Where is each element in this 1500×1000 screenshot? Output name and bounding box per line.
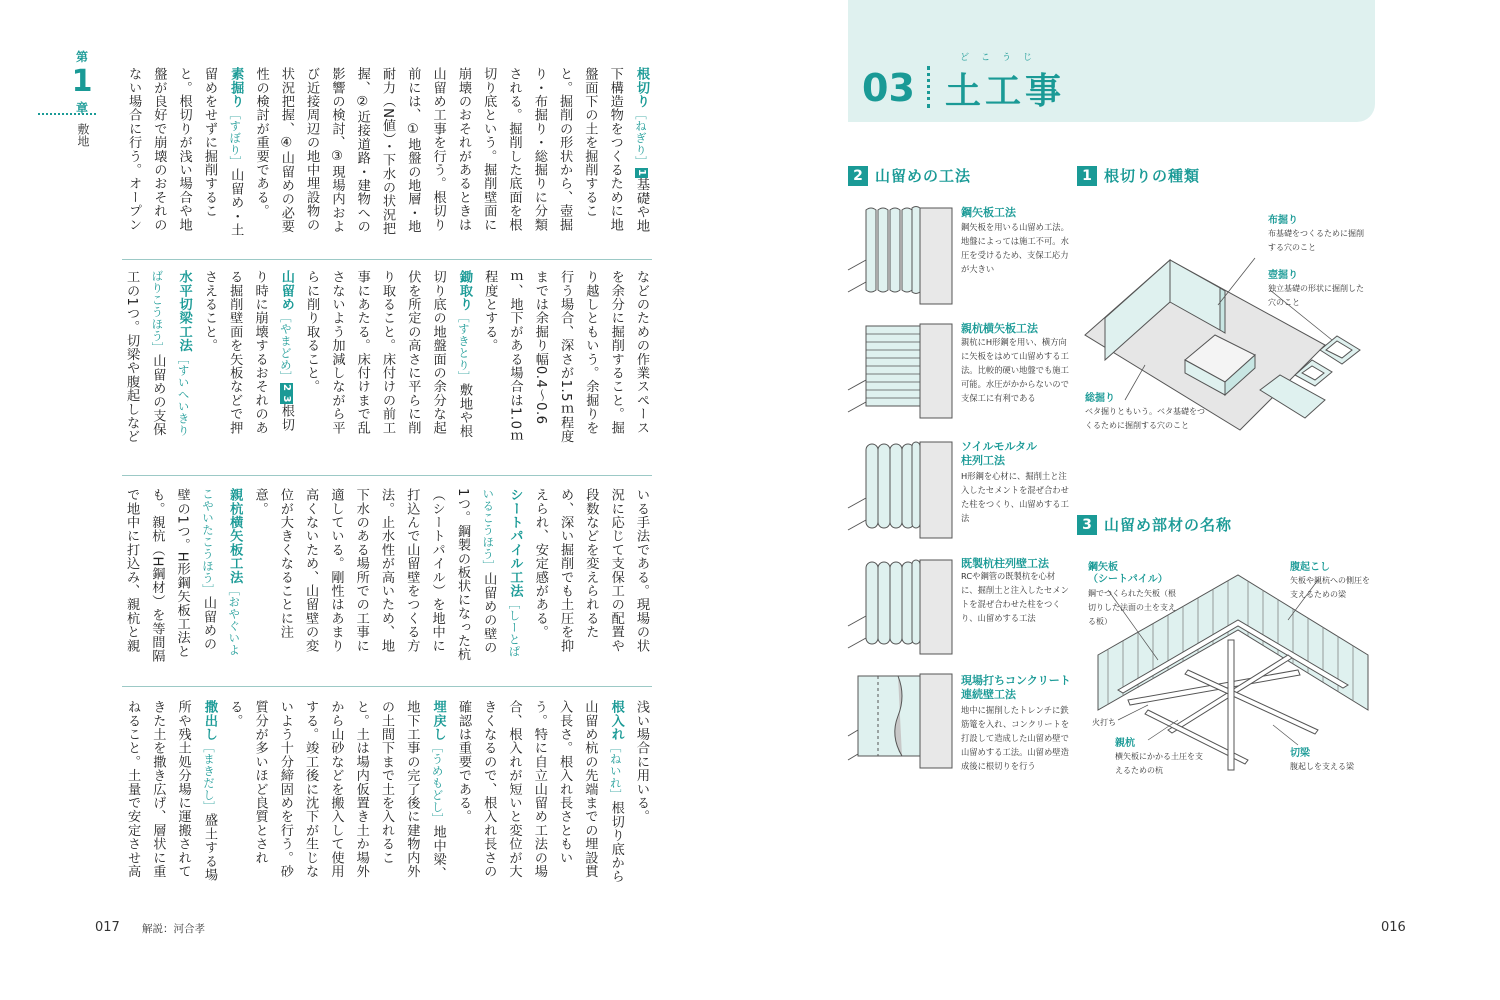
glossary-definition: 根切り時に崩壊するおそれのある掘削壁面を矢板などで押さえること。: [201, 270, 294, 435]
callout-title-corner-brace: 火打ち: [1092, 718, 1116, 727]
glossary-entry: [118, 67, 248, 242]
glossary-entry: [528, 488, 654, 663]
text-tier-3: [118, 488, 654, 663]
glossary-definition: などのための作業スペースを余分に掘削すること。掘り越しともいう。余掘りを行う場合、深さが1.5ｍ程度までは余掘り幅0.4～0.6ｍ、地下がある場合は1.0ｍ程度とする。: [482, 270, 649, 444]
glossary-definition: 浅い場合に用いる。: [634, 700, 649, 824]
glossary-entry: [451, 700, 629, 890]
text-tier-1: [118, 67, 654, 242]
glossary-reading: ［おやぐいよこやいたこうほう］: [200, 488, 242, 656]
figure-1-title: 根切りの種類: [1104, 167, 1201, 185]
chapter-divider: [38, 113, 96, 115]
glossary-term: 親杭横矢板工法: [227, 488, 243, 584]
glossary-entry: [118, 270, 197, 445]
glossary-entry: [118, 700, 222, 890]
callout-desc-wale: 矢板や親杭への側圧を支えるための梁: [1290, 576, 1370, 599]
glossary-reading: ［ねいれ］: [608, 741, 623, 802]
figure-2-title: 山留めの工法: [875, 167, 972, 185]
callout-desc-mass-excavation: ベタ掘りともいう。ベタ基礎をつくるために掘削する穴のこと: [1085, 407, 1205, 430]
soil-mortar-column-illustration: [848, 436, 958, 544]
diaphragm-wall-illustration: [848, 670, 958, 774]
callout-title-strut: 切梁: [1290, 748, 1310, 759]
figure-3-title: 山留め部材の名称: [1104, 516, 1233, 534]
glossary-term: 素掘り: [228, 67, 244, 109]
page-number-left: 017: [95, 920, 120, 935]
section-title: 土工事: [945, 71, 1066, 112]
glossary-definition: 敷地や根切り底の地盤面の余分な起伏を所定の高さに平らに削り取ること。床付けの前工事にあたる。床付けまで乱さないよう加減しながら平らに削り取ること。: [304, 270, 472, 438]
figure-reference-badge: 1: [636, 169, 647, 177]
figure-reference-badge: 2 3: [280, 384, 292, 404]
glossary-entry: [118, 488, 247, 663]
section-divider: [927, 66, 930, 108]
callout-desc-steel-sheet-pile: 鋼でつくられた矢板（根切りした法面の土を支える板）: [1088, 589, 1176, 626]
glossary-reading: ［やまどめ］: [278, 311, 293, 384]
chapter-number: 1: [71, 64, 93, 99]
callout-subtitle-steel-sheet-pile: （シートパイル）: [1088, 574, 1168, 585]
callout-desc-strut: 腹起しを支える梁: [1290, 762, 1354, 771]
author-credit: 解説：河合孝: [142, 923, 205, 935]
glossary-definition: 山留めの支保工の1つ。切梁や腹起しなど: [124, 270, 166, 444]
text-tier-4: [118, 700, 654, 890]
callout-title-soldier-pile: 親杭: [1115, 738, 1135, 749]
glossary-definition: 地中梁、地下工事の完了後に建物内外の土間下まで土を入れること。土は場内仮置き土か場外から山砂などを搬入して使用する。竣工後に沈下が生じないよう十分締固めを行う。砂質分が多いほど良質とされる。: [227, 700, 446, 880]
glossary-entry: [222, 700, 451, 890]
figure-1-heading: [1077, 165, 1200, 186]
chapter-tab: [62, 48, 102, 116]
glossary-term: シートパイル工法: [507, 488, 523, 598]
glossary-definition: 根切り底から山留め杭の先端までの埋設貫入長さ。根入れ長さともいう。特に自立山留め工法の場合、根入れが短いと変位が大きくなるので、根入れ長さの確認は重要である。: [455, 700, 624, 884]
tier-divider: [122, 259, 652, 260]
glossary-definition: 盛土する場所や残土処分場に運搬されてきた土を撒き広げ、層状に重ねること。土量で安定させ高: [125, 700, 217, 882]
method-title-soil-mortar: ソイルモルタル柱列工法: [961, 440, 1038, 467]
glossary-reading: ［すいへいきりばりこうほう］: [150, 270, 191, 437]
glossary-entry: [197, 270, 299, 445]
glossary-definition: いる手法である。現場の状況に応じて支保工の配置や段数などを変えられるため、深い掘削でも土圧を抑えられ、安定感がある。: [532, 488, 649, 653]
callout-title-pit-excavation: 壺掘り: [1268, 270, 1298, 281]
glossary-reading: ［うめもどし］: [430, 741, 445, 826]
method-desc-steel-sheet-pile: 鋼矢板を用いる山留め工法。地盤によっては施工不可。水圧を受けるため、支保工応力が大きい: [961, 222, 1069, 274]
glossary-entry: [248, 67, 654, 242]
glossary-reading: ［まきだし］: [201, 741, 216, 814]
glossary-reading: ［ねぎり］: [634, 108, 648, 169]
figure-3-number: 3: [1077, 515, 1097, 535]
glossary-term: 根切り: [634, 67, 649, 109]
callout-title-strip-excavation: 布掘り: [1268, 215, 1298, 226]
callout-title-wale: 腹起こし: [1290, 562, 1330, 573]
glossary-entry: [477, 270, 654, 445]
section-ruby: どこうじ: [960, 53, 1045, 63]
glossary-term: 撒出し: [201, 700, 217, 742]
callout-title-steel-sheet-pile: 鋼矢板: [1088, 562, 1118, 573]
method-title-diaphragm-wall: 現場打ちコンクリート連続壁工法: [961, 674, 1071, 701]
tier-divider: [122, 686, 652, 687]
glossary-entry: [629, 700, 654, 890]
glossary-reading: ［すきとり］: [456, 311, 471, 384]
callout-title-mass-excavation: 総掘り: [1085, 393, 1115, 404]
method-desc-soil-mortar: H形鋼を心材に、掘削土と注入したセメントを混ぜ合わせた柱をつくり、山留めする工法: [961, 471, 1069, 523]
glossary-term: 埋戻し: [430, 700, 446, 742]
chapter-suffix: 章: [75, 101, 88, 115]
callout-desc-soldier-pile: 横矢板にかかる土圧を支えるための杭: [1115, 752, 1203, 775]
glossary-term: 鋤取り: [456, 270, 472, 312]
glossary-reading: ［しーとぱいるこうほう］: [481, 488, 522, 658]
precast-pile-wall-illustration: [848, 554, 958, 660]
glossary-term: 根入れ: [608, 700, 624, 742]
callout-desc-pit-excavation: 独立基礎の形状に掘削した穴のこと: [1268, 284, 1364, 307]
method-title-soldier-pile: 親杭横矢板工法: [961, 322, 1038, 335]
method-title-precast-pile: 既製杭柱列壁工法: [961, 557, 1049, 570]
glossary-entry: [299, 270, 477, 445]
text-tier-2: [118, 270, 654, 445]
method-desc-diaphragm-wall: 地中に掘削したトレンチに鉄筋篭を入れ、コンクリートを打設して造成した山留め壁で山留めする工法。山留め壁造成後に根切りを行う: [961, 705, 1070, 771]
glossary-definition: 山留め・土留めをせずに掘削すること。根切りが浅い場合や地盤が良好で崩壊のおそれのない場合に行う。オープン: [126, 67, 244, 237]
chapter-prefix: 第: [75, 50, 88, 64]
glossary-term: 山留め: [278, 270, 294, 312]
figure-2-heading: [848, 165, 971, 186]
callout-desc-strip-excavation: 布基礎をつくるために掘削する穴のこと: [1268, 229, 1364, 252]
method-desc-precast-pile: RCや鋼管の既製杭を心材に、掘削土と注入したセメントを混ぜ合わせた柱をつくり、山留めする工法: [961, 571, 1069, 623]
glossary-definition: 山留めの壁の1つ。鋼製の板状になった杭（シートパイル）を地中に打込んで山留壁をつくる方法。止水性が高いため、地下水のある場所での工事に適している。剛性はあまり高くないため、山留壁の変位が大きくなることに注意。: [252, 488, 497, 662]
page-number-right: 016: [1381, 920, 1406, 935]
figure-1-number: 1: [1077, 166, 1097, 186]
chapter-name: 敷地: [76, 123, 90, 147]
method-title-steel-sheet-pile: 鋼矢板工法: [961, 206, 1016, 219]
tier-divider: [122, 475, 652, 476]
glossary-entry: [247, 488, 527, 663]
figure-2-number: 2: [848, 166, 868, 186]
glossary-definition: 基礎や地下構造物をつくるために地盤面下の土を掘削すること。掘削の形状から、壺掘り・布掘り・総掘りに分類される。掘削した底面を根切り底という。掘削壁面に崩壊のおそれがあるときは山留め工事を行う。根切り前には、①地盤の地層・地耐力（N値）・下水の状況把握、②近接道路・建物への影響の検討、③現場内および近接周辺の地中埋設物の状況把握、④山留めの必要性の検討が重要である。: [253, 67, 649, 236]
steel-sheet-pile-illustration: [848, 200, 958, 310]
soldier-pile-lagging-illustration: [848, 318, 958, 424]
glossary-reading: ［すぼり］: [228, 108, 243, 169]
glossary-definition: 山留めの壁の1つ。H形鋼矢板工法とも。親杭（H鋼材）を等間隔で地中に打込み、親杭と親: [124, 488, 216, 663]
figure-3-heading: [1077, 514, 1232, 535]
section-number: 03: [862, 66, 915, 110]
method-desc-soldier-pile: 親杭にH形鋼を用い、横方向に矢板をはめて山留めする工法。比較的硬い地盤でも施工可能。水圧がかからないので支保工に有利である: [961, 337, 1069, 403]
glossary-term: 水平切梁工法: [176, 270, 192, 353]
